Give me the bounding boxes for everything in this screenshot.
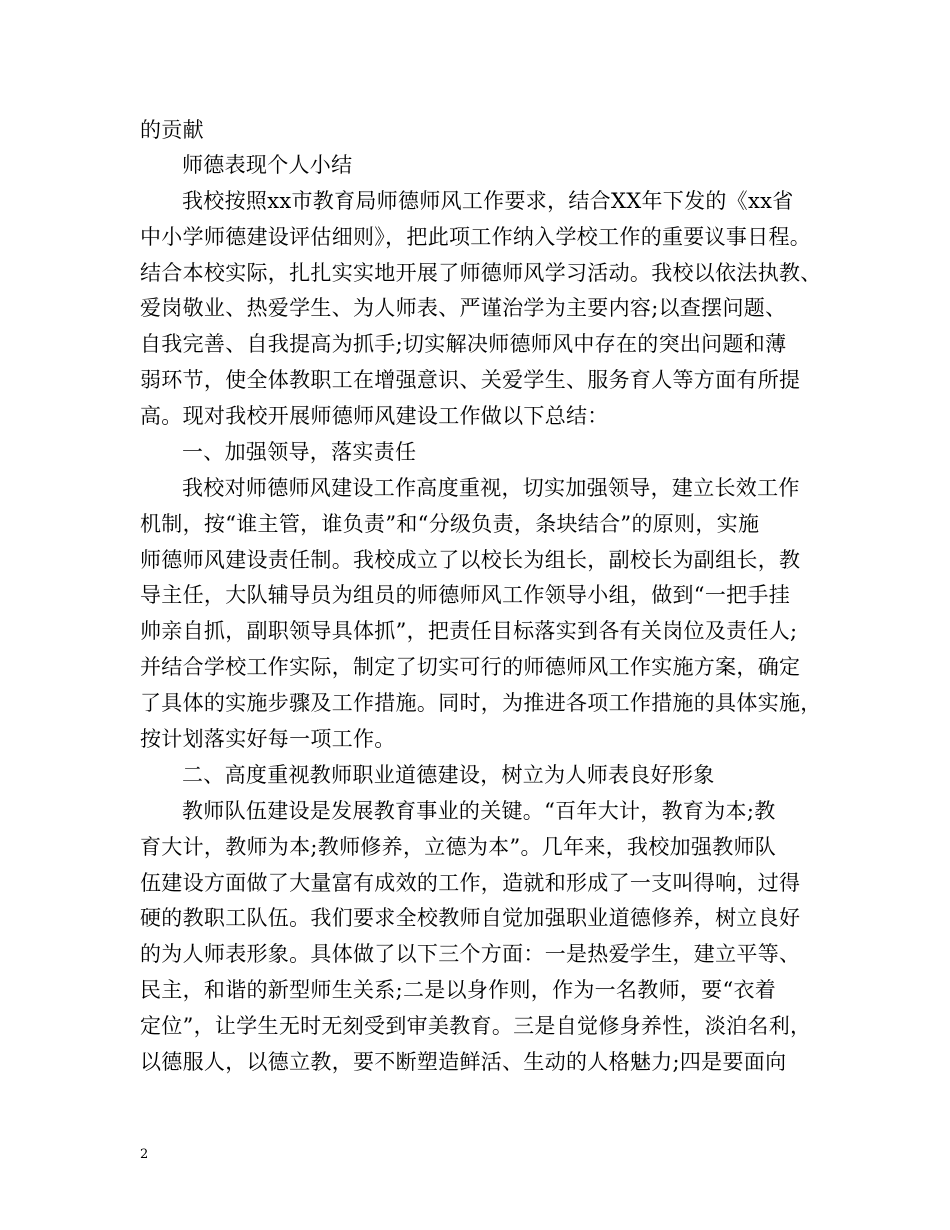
text-line: 的为人师表形象。具体做了以下三个方面：一是热爱学生，建立平等、	[140, 942, 801, 966]
text-line: 机制，按“谁主管，谁负责”和“分级负责，条块结合”的原则，实施	[140, 512, 760, 536]
section-heading: 二、高度重视教师职业道德建设，树立为人师表良好形象	[182, 763, 715, 787]
text-line: 以德服人，以德立教，要不断塑造鲜活、生动的人格魅力;四是要面向	[140, 1050, 787, 1074]
text-line: 育大计，教师为本;教师修养，立德为本”。几年来，我校加强教师队	[140, 835, 777, 859]
text-line: 高。现对我校开展师德师风建设工作做以下总结：	[140, 404, 609, 428]
text-line: 民主，和谐的新型师生关系;二是以身作则，作为一名教师，要“衣着	[140, 978, 777, 1002]
text-line: 伍建设方面做了大量富有成效的工作，造就和形成了一支叫得响，过得	[140, 871, 801, 895]
text-line: 我校按照xx市教育局师德师风工作要求，结合XX年下发的《xx省	[182, 189, 794, 213]
page-number: 2	[140, 1147, 149, 1162]
text-line: 教师队伍建设是发展教育事业的关键。“百年大计，教育为本;教	[182, 799, 776, 823]
text-line: 我校对师德师风建设工作高度重视，切实加强领导，建立长效工作	[182, 476, 800, 500]
text-line: 并结合学校工作实际，制定了切实可行的师德师风工作实施方案，确定	[140, 655, 801, 679]
text-line: 定位”，让学生无时无刻受到审美教育。三是自觉修身养性，淡泊名利，	[140, 1014, 812, 1038]
section-heading: 一、加强领导，落实责任	[182, 440, 417, 464]
text-line: 导主任，大队辅导员为组员的师德师风工作领导小组，做到“一把手挂	[140, 583, 791, 607]
section-heading: 师德表现个人小结	[182, 153, 353, 177]
text-line: 自我完善、自我提高为抓手;切实解决师德师风中存在的突出问题和薄	[140, 332, 787, 356]
text-line: 硬的教职工队伍。我们要求全校教师自觉加强职业道德修养，树立良好	[140, 906, 801, 930]
text-line: 结合本校实际，扎扎实实地开展了师德师风学习活动。我校以依法执教、	[140, 261, 822, 285]
text-line: 了具体的实施步骤及工作措施。同时，为推进各项工作措施的具体实施，	[140, 691, 822, 715]
text-line: 师德师风建设责任制。我校成立了以校长为组长，副校长为副组长，教	[140, 548, 801, 572]
text-line: 爱岗敬业、热爱学生、为人师表、严谨治学为主要内容;以查摆问题、	[140, 296, 787, 320]
text-line: 的贡献	[140, 118, 204, 142]
text-line: 中小学师德建设评估细则》，把此项工作纳入学校工作的重要议事日程。	[140, 225, 812, 249]
text-line: 帅亲自抓，副职领导具体抓”，把责任目标落实到各有关岗位及责任人;	[140, 619, 798, 643]
text-line: 弱环节，使全体教职工在增强意识、关爱学生、服务育人等方面有所提	[140, 368, 801, 392]
text-line: 按计划落实好每一项工作。	[140, 727, 396, 751]
